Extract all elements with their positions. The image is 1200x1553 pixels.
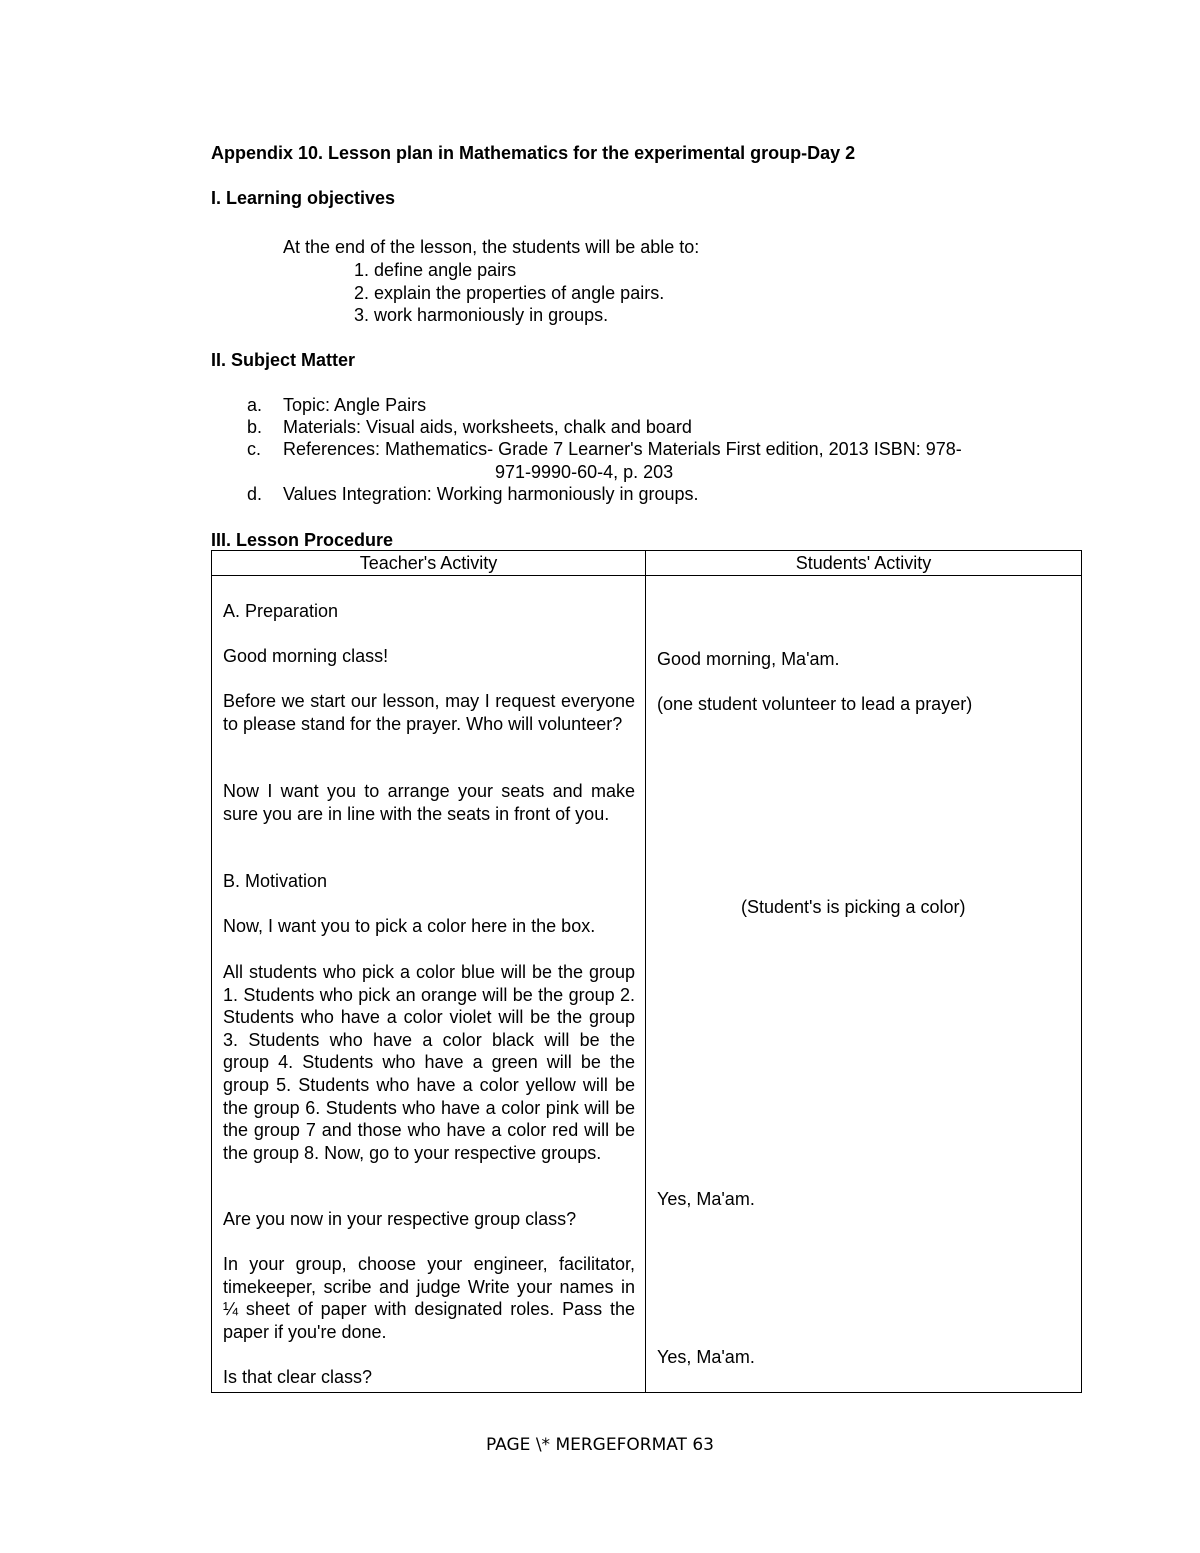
section-heading-subject-matter: II. Subject Matter	[211, 350, 356, 370]
page-footer: PAGE \* MERGEFORMAT 63	[486, 1435, 714, 1455]
student-line: (Student's is picking a color)	[741, 897, 966, 917]
list-letter: b.	[247, 417, 263, 437]
objective-item: 3. work harmoniously in groups.	[354, 305, 609, 325]
student-line: Yes, Ma'am.	[657, 1347, 755, 1367]
teacher-line: Now I want you to arrange your seats and make sure you are in line with the seats in front of you.	[223, 781, 635, 824]
student-line: Yes, Ma'am.	[657, 1189, 755, 1209]
lesson-procedure-table	[211, 550, 1082, 1393]
teacher-line: Before we start our lesson, may I request everyone to please stand for the prayer. Who will volunteer?	[223, 691, 635, 734]
section-heading-procedure: III. Lesson Procedure	[211, 530, 394, 550]
students-activity-cell	[646, 576, 1082, 1393]
list-letter: d.	[247, 484, 263, 504]
teacher-line: Good morning class!	[223, 646, 389, 666]
teacher-activity-cell	[212, 576, 646, 1393]
list-item-values: Values Integration: Working harmoniously in groups.	[283, 484, 699, 504]
column-header-teacher: Teacher's Activity	[212, 551, 646, 576]
objectives-intro: At the end of the lesson, the students will be able to:	[283, 237, 700, 257]
teacher-line: B. Motivation	[223, 871, 328, 891]
objective-item: 1. define angle pairs	[354, 260, 517, 280]
teacher-line: A. Preparation	[223, 601, 339, 621]
teacher-line: Now, I want you to pick a color here in the box.	[223, 916, 596, 936]
column-header-students: Students' Activity	[646, 551, 1082, 576]
list-item-references: References: Mathematics- Grade 7 Learner's Materials First edition, 2013 ISBN: 978-	[283, 439, 962, 459]
list-item-topic: Topic: Angle Pairs	[283, 395, 427, 415]
list-letter: a.	[247, 395, 263, 415]
student-line: (one student volunteer to lead a prayer)	[657, 694, 973, 714]
teacher-line: Are you now in your respective group class?	[223, 1209, 577, 1229]
list-letter: c.	[247, 439, 262, 459]
list-item-materials: Materials: Visual aids, worksheets, chalk and board	[283, 417, 692, 437]
section-heading-objectives: I. Learning objectives	[211, 188, 396, 208]
student-line: Good morning, Ma'am.	[657, 649, 840, 669]
table-row	[212, 576, 1082, 1393]
table-header-row	[212, 551, 1082, 576]
teacher-line: Is that clear class?	[223, 1367, 373, 1387]
objective-item: 2. explain the properties of angle pairs.	[354, 283, 665, 303]
teacher-line: In your group, choose your engineer, facilitator, timekeeper, scribe and judge Write your names in ¼ sheet of paper with designated roles. Pass the paper if you're done.	[223, 1254, 635, 1342]
list-item-references-cont: 971-9990-60-4, p. 203	[495, 462, 674, 482]
document-title: Appendix 10. Lesson plan in Mathematics for the experimental group-Day 2	[211, 143, 856, 163]
teacher-line: All students who pick a color blue will be the group 1. Students who pick an orange will be the group 2. Students who have a color violet will be the group 3. Students who have a color black will be the group 4. Students who have a green will be the group 5. Students who have a color yellow will be the group 6. Students who have a color pink will be the group 7 and those who have a color red will be the group 8. Now, go to your respective groups.	[223, 962, 635, 1163]
